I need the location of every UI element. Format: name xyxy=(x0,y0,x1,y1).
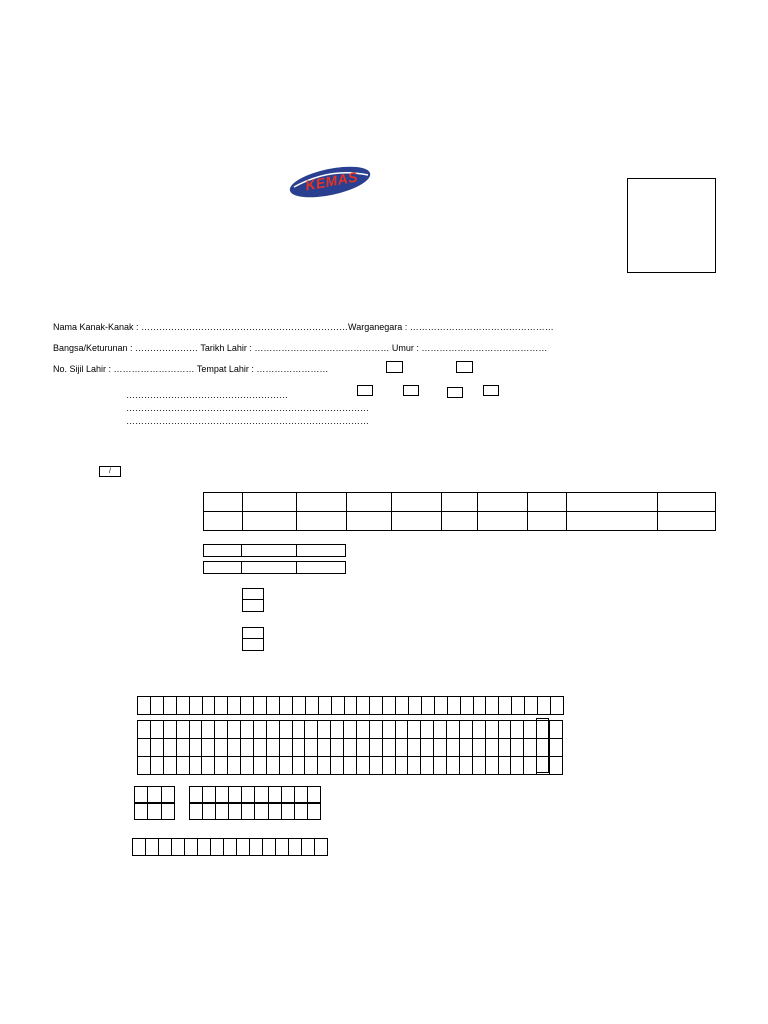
char-cell[interactable] xyxy=(459,720,473,739)
nama-kanak-line: Nama Kanak-Kanak : ……………………………………………………………Warganegara : ………………………………………… xyxy=(53,322,554,332)
address-line-2: ……………………………………………………………………… xyxy=(126,403,369,413)
char-cell[interactable] xyxy=(184,838,198,856)
char-cell[interactable] xyxy=(343,720,357,739)
char-cell[interactable] xyxy=(253,720,267,739)
table-row xyxy=(204,562,346,574)
char-cell[interactable] xyxy=(189,720,203,739)
table-row xyxy=(204,512,716,531)
char-cell[interactable] xyxy=(485,756,499,775)
address-line-1: ……………………………………………… xyxy=(126,390,288,400)
char-cell[interactable] xyxy=(176,720,190,739)
char-cell[interactable] xyxy=(202,803,216,820)
char-cell[interactable] xyxy=(472,738,486,757)
char-cell[interactable] xyxy=(228,786,242,803)
char-cell[interactable] xyxy=(434,696,448,715)
char-cell[interactable] xyxy=(176,696,190,715)
char-cell[interactable] xyxy=(446,738,460,757)
char-cell[interactable] xyxy=(227,720,241,739)
small-table-1 xyxy=(203,544,346,557)
table-cell[interactable] xyxy=(657,512,715,531)
char-cell[interactable] xyxy=(369,756,383,775)
char-cell[interactable] xyxy=(241,803,255,820)
table-cell[interactable] xyxy=(297,512,347,531)
char-cell[interactable] xyxy=(498,756,512,775)
char-cell[interactable] xyxy=(163,738,177,757)
char-cell[interactable] xyxy=(214,720,228,739)
char-cell[interactable] xyxy=(356,738,370,757)
stack-box-1-bottom[interactable] xyxy=(242,599,264,612)
char-cell[interactable] xyxy=(407,720,421,739)
char-cell[interactable] xyxy=(240,696,254,715)
char-cell[interactable] xyxy=(189,756,203,775)
table-cell[interactable] xyxy=(296,545,345,557)
checkbox-jantina-1[interactable] xyxy=(386,361,403,373)
char-cell[interactable] xyxy=(395,756,409,775)
table-cell[interactable] xyxy=(296,562,345,574)
checkbox-option-1[interactable] xyxy=(357,385,373,396)
char-cell[interactable] xyxy=(214,696,228,715)
char-cell[interactable] xyxy=(214,738,228,757)
char-grid-short-1 xyxy=(134,786,175,803)
char-cell[interactable] xyxy=(331,696,345,715)
char-grid-row-3 xyxy=(137,738,563,757)
char-cell[interactable] xyxy=(253,696,267,715)
char-cell[interactable] xyxy=(294,803,308,820)
table-cell[interactable] xyxy=(346,512,392,531)
char-cell[interactable] xyxy=(150,696,164,715)
char-cell[interactable] xyxy=(421,696,435,715)
char-cell[interactable] xyxy=(382,720,396,739)
char-grid-bottom xyxy=(132,838,328,856)
char-cell[interactable] xyxy=(433,738,447,757)
table-cell[interactable] xyxy=(478,512,528,531)
char-cell[interactable] xyxy=(268,803,282,820)
char-cell[interactable] xyxy=(395,738,409,757)
table-cell[interactable] xyxy=(204,545,242,557)
table-cell[interactable] xyxy=(527,512,567,531)
char-grid-medium-2 xyxy=(189,803,321,820)
char-cell[interactable] xyxy=(227,696,241,715)
table-cell[interactable] xyxy=(657,493,715,512)
char-cell[interactable] xyxy=(420,738,434,757)
char-cell[interactable] xyxy=(369,720,383,739)
char-cell[interactable] xyxy=(189,803,203,820)
char-cell[interactable] xyxy=(227,756,241,775)
char-cell[interactable] xyxy=(201,738,215,757)
kemas-logo xyxy=(288,163,372,201)
char-cell[interactable] xyxy=(510,738,524,757)
char-cell[interactable] xyxy=(176,756,190,775)
char-cell[interactable] xyxy=(227,738,241,757)
char-cell[interactable] xyxy=(214,756,228,775)
char-cell[interactable] xyxy=(498,696,512,715)
char-cell[interactable] xyxy=(223,838,237,856)
slash-text: / xyxy=(109,468,111,475)
char-cell[interactable] xyxy=(407,738,421,757)
char-cell[interactable] xyxy=(266,696,280,715)
char-cell[interactable] xyxy=(292,696,306,715)
char-cell[interactable] xyxy=(305,696,319,715)
char-cell[interactable] xyxy=(459,738,473,757)
char-cell[interactable] xyxy=(510,756,524,775)
char-cell[interactable] xyxy=(150,756,164,775)
char-cell[interactable] xyxy=(163,696,177,715)
table-cell[interactable] xyxy=(297,493,347,512)
table-cell[interactable] xyxy=(478,493,528,512)
table-cell[interactable] xyxy=(204,562,242,574)
bangsa-tarikh-umur-line: Bangsa/Keturunan : ………………… Tarikh Lahir : ……………………………………… Umur : …………………………………… xyxy=(53,343,548,353)
small-table-2 xyxy=(203,561,346,574)
char-cell[interactable] xyxy=(330,738,344,757)
char-cell[interactable] xyxy=(292,756,306,775)
char-cell[interactable] xyxy=(202,696,216,715)
char-cell[interactable] xyxy=(161,803,175,820)
stack-box-2-bottom[interactable] xyxy=(242,638,264,651)
char-cell[interactable] xyxy=(356,696,370,715)
char-grid-row-2 xyxy=(137,720,563,739)
char-grid-short-2 xyxy=(134,803,175,820)
checkbox-option-2[interactable] xyxy=(403,385,419,396)
char-cell[interactable] xyxy=(137,738,151,757)
char-grid-medium-1 xyxy=(189,786,321,803)
char-cell[interactable] xyxy=(433,720,447,739)
table-cell[interactable] xyxy=(242,512,296,531)
char-cell[interactable] xyxy=(240,720,254,739)
char-cell[interactable] xyxy=(288,838,302,856)
char-cell[interactable] xyxy=(137,696,151,715)
char-cell[interactable] xyxy=(459,756,473,775)
char-cell[interactable] xyxy=(268,786,282,803)
char-cell[interactable] xyxy=(189,738,203,757)
table-cell[interactable] xyxy=(441,512,478,531)
char-cell[interactable] xyxy=(249,838,263,856)
char-grid-row-1 xyxy=(137,696,564,715)
char-cell[interactable] xyxy=(137,756,151,775)
char-cell[interactable] xyxy=(253,738,267,757)
table-cell[interactable] xyxy=(242,545,296,557)
char-cell[interactable] xyxy=(307,786,321,803)
slash-box[interactable] xyxy=(99,466,121,477)
table-cell[interactable] xyxy=(392,493,442,512)
char-cell[interactable] xyxy=(228,803,242,820)
char-grid-overlay xyxy=(536,718,549,773)
char-cell[interactable] xyxy=(304,756,318,775)
table-cell[interactable] xyxy=(242,562,296,574)
table-cell[interactable] xyxy=(392,512,442,531)
char-cell[interactable] xyxy=(202,786,216,803)
table-cell[interactable] xyxy=(204,493,243,512)
char-cell[interactable] xyxy=(294,786,308,803)
char-cell[interactable] xyxy=(446,720,460,739)
char-cell[interactable] xyxy=(197,838,211,856)
char-cell[interactable] xyxy=(292,720,306,739)
char-cell[interactable] xyxy=(201,720,215,739)
char-cell[interactable] xyxy=(473,696,487,715)
char-cell[interactable] xyxy=(369,738,383,757)
char-cell[interactable] xyxy=(343,738,357,757)
char-cell[interactable] xyxy=(369,696,383,715)
char-cell[interactable] xyxy=(210,838,224,856)
char-cell[interactable] xyxy=(382,696,396,715)
char-cell[interactable] xyxy=(134,803,148,820)
char-cell[interactable] xyxy=(395,696,409,715)
char-cell[interactable] xyxy=(163,720,177,739)
char-cell[interactable] xyxy=(307,803,321,820)
char-cell[interactable] xyxy=(301,838,315,856)
char-cell[interactable] xyxy=(171,838,185,856)
char-cell[interactable] xyxy=(446,756,460,775)
address-line-3: ……………………………………………………………………… xyxy=(126,416,369,426)
char-cell[interactable] xyxy=(304,738,318,757)
char-cell[interactable] xyxy=(132,838,146,856)
char-cell[interactable] xyxy=(485,720,499,739)
char-cell[interactable] xyxy=(433,756,447,775)
checkbox-jantina-2[interactable] xyxy=(456,361,473,373)
table-cell[interactable] xyxy=(441,493,478,512)
char-cell[interactable] xyxy=(447,696,461,715)
char-cell[interactable] xyxy=(549,720,563,739)
char-cell[interactable] xyxy=(279,720,293,739)
char-cell[interactable] xyxy=(485,696,499,715)
char-cell[interactable] xyxy=(240,738,254,757)
char-cell[interactable] xyxy=(408,696,422,715)
table-cell[interactable] xyxy=(567,493,657,512)
table-cell[interactable] xyxy=(242,493,296,512)
char-grid-row-4 xyxy=(137,756,563,775)
char-cell[interactable] xyxy=(344,696,358,715)
char-cell[interactable] xyxy=(549,738,563,757)
char-cell[interactable] xyxy=(176,738,190,757)
char-cell[interactable] xyxy=(163,756,177,775)
char-cell[interactable] xyxy=(158,838,172,856)
char-cell[interactable] xyxy=(150,738,164,757)
char-cell[interactable] xyxy=(510,720,524,739)
char-cell[interactable] xyxy=(318,696,332,715)
char-cell[interactable] xyxy=(279,738,293,757)
char-cell[interactable] xyxy=(215,786,229,803)
char-cell[interactable] xyxy=(472,756,486,775)
char-cell[interactable] xyxy=(281,786,295,803)
table-row xyxy=(204,545,346,557)
char-cell[interactable] xyxy=(281,803,295,820)
char-cell[interactable] xyxy=(254,803,268,820)
logo-text: KEMAS xyxy=(304,168,360,194)
char-cell[interactable] xyxy=(314,838,328,856)
char-cell[interactable] xyxy=(472,720,486,739)
char-cell[interactable] xyxy=(145,838,159,856)
char-cell[interactable] xyxy=(215,803,229,820)
char-cell[interactable] xyxy=(550,696,564,715)
char-cell[interactable] xyxy=(511,696,525,715)
char-cell[interactable] xyxy=(537,696,551,715)
char-cell[interactable] xyxy=(420,756,434,775)
char-cell[interactable] xyxy=(356,756,370,775)
char-cell[interactable] xyxy=(317,756,331,775)
char-cell[interactable] xyxy=(147,786,161,803)
char-cell[interactable] xyxy=(343,756,357,775)
checkbox-option-3[interactable] xyxy=(447,387,463,398)
char-cell[interactable] xyxy=(241,786,255,803)
char-cell[interactable] xyxy=(317,738,331,757)
char-cell[interactable] xyxy=(382,738,396,757)
char-cell[interactable] xyxy=(485,738,499,757)
char-cell[interactable] xyxy=(189,696,203,715)
char-cell[interactable] xyxy=(292,738,306,757)
char-cell[interactable] xyxy=(460,696,474,715)
char-cell[interactable] xyxy=(279,756,293,775)
char-cell[interactable] xyxy=(304,720,318,739)
char-cell[interactable] xyxy=(150,720,164,739)
char-cell[interactable] xyxy=(549,756,563,775)
char-cell[interactable] xyxy=(134,786,148,803)
char-cell[interactable] xyxy=(407,756,421,775)
char-cell[interactable] xyxy=(498,738,512,757)
details-table xyxy=(203,492,716,531)
table-cell[interactable] xyxy=(204,512,243,531)
char-cell[interactable] xyxy=(266,720,280,739)
char-cell[interactable] xyxy=(189,786,203,803)
char-cell[interactable] xyxy=(262,838,276,856)
char-cell[interactable] xyxy=(236,838,250,856)
table-cell[interactable] xyxy=(346,493,392,512)
char-cell[interactable] xyxy=(266,756,280,775)
photo-box xyxy=(627,178,716,273)
char-cell[interactable] xyxy=(279,696,293,715)
table-cell[interactable] xyxy=(567,512,657,531)
char-cell[interactable] xyxy=(147,803,161,820)
char-cell[interactable] xyxy=(330,756,344,775)
checkbox-option-4[interactable] xyxy=(483,385,499,396)
char-cell[interactable] xyxy=(240,756,254,775)
char-cell[interactable] xyxy=(395,720,409,739)
char-cell[interactable] xyxy=(524,696,538,715)
char-cell[interactable] xyxy=(137,720,151,739)
char-cell[interactable] xyxy=(382,756,396,775)
char-cell[interactable] xyxy=(356,720,370,739)
char-cell[interactable] xyxy=(330,720,344,739)
char-cell[interactable] xyxy=(317,720,331,739)
sijil-tempat-line: No. Sijil Lahir : ……………………… Tempat Lahir : …………………… xyxy=(53,364,329,374)
char-cell[interactable] xyxy=(253,756,267,775)
char-cell[interactable] xyxy=(266,738,280,757)
table-row xyxy=(204,493,716,512)
char-cell[interactable] xyxy=(498,720,512,739)
char-cell[interactable] xyxy=(201,756,215,775)
char-cell[interactable] xyxy=(254,786,268,803)
char-cell[interactable] xyxy=(420,720,434,739)
table-cell[interactable] xyxy=(527,493,567,512)
char-cell[interactable] xyxy=(161,786,175,803)
char-cell[interactable] xyxy=(275,838,289,856)
